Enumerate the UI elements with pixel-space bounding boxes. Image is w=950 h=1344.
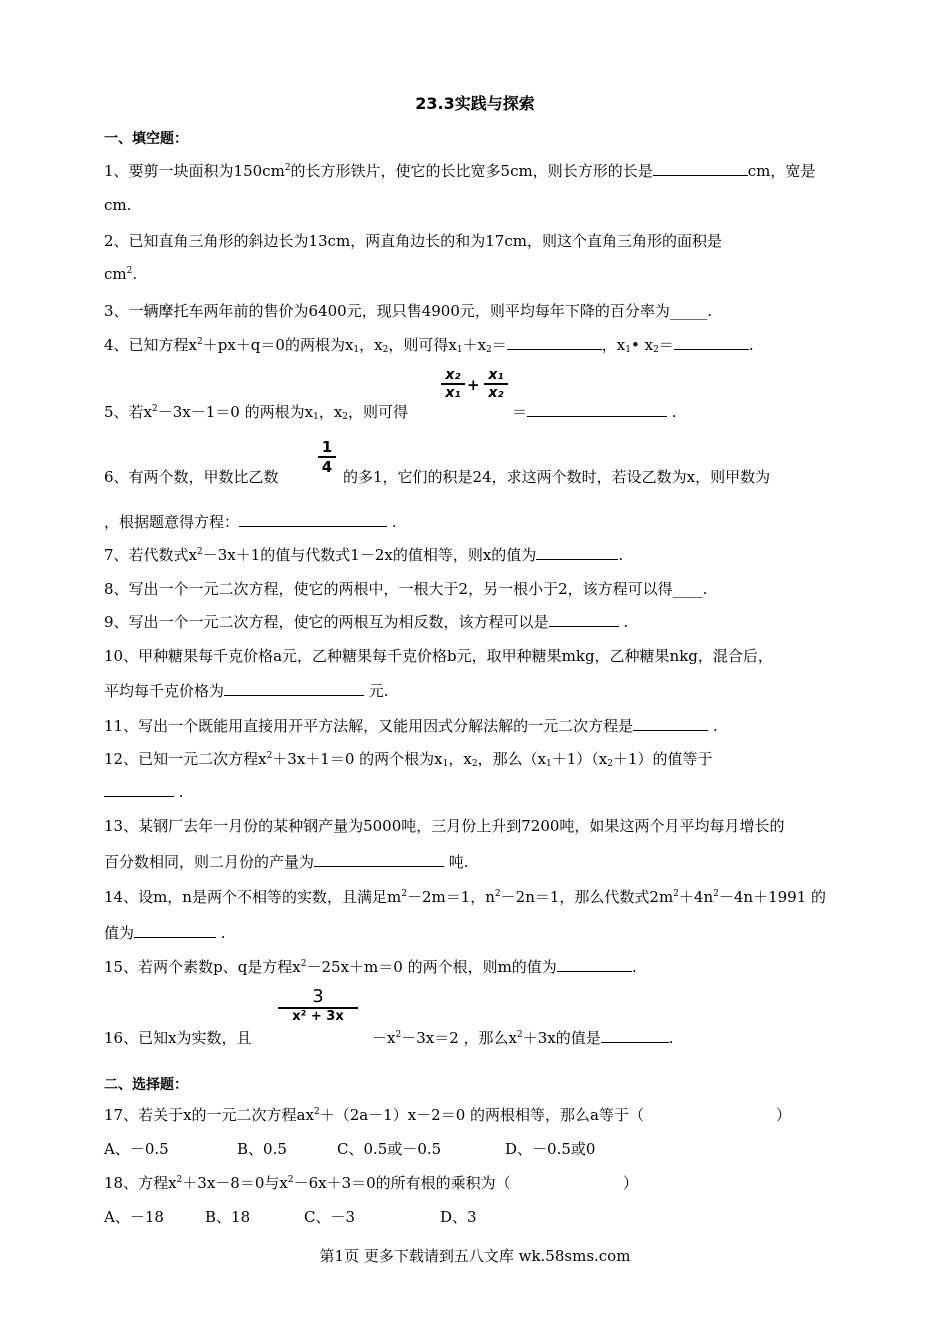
q17-option-a[interactable]: A、－0.5 <box>104 1140 169 1158</box>
section-choice-heading: 二、选择题： <box>104 1077 188 1093</box>
question-7: 7、若代数式$x^2-3x+1$的值与代数式1－2x的值相等，则x的值为 . <box>104 546 624 564</box>
fraction-x2-over-x1: $\frac{\text{x₂}}{\text{x₁}}$ <box>441 367 465 401</box>
question-3: 3、一辆摩托车两年前的售价为6400元，现只售4900元，则平均每年下降的百分率为_____. <box>104 302 713 320</box>
question-18-close-paren: ） <box>623 1174 639 1192</box>
question-1-continued: cm. <box>104 196 132 214</box>
answer-blank[interactable] <box>653 161 748 176</box>
question-4: 4、已知方程$x^2+px+q=0$的两根为$x_1$，$x_2$，则可得$x_1+x_2=$ ，$x_1•$ $x_2=$ . <box>104 336 754 355</box>
question-6: 6、有两个数，甲数比乙数 <box>104 468 279 486</box>
question-10: 10、甲种糖果每千克价格a元，乙种糖果每千克价格b元，取甲种糖果mkg，乙种糖果nkg，混合后， <box>104 647 773 665</box>
fraction-one-quarter: $\frac{1}{4}$ <box>318 438 336 476</box>
question-16: 16、已知x为实数，且 <box>104 1029 252 1047</box>
fraction-3-over-x2-plus-3x: 3 x² + 3x <box>278 986 358 1024</box>
question-6-part2: 的多1，它们的积是24，求这两个数时，若设乙数为x，则甲数为 <box>343 468 771 486</box>
question-13: 13、某钢厂去年一月份的某种钢产量为5000吨，三月份上升到7200吨，如果这两个月平均每月增长的 <box>104 817 785 835</box>
question-17: 17、若关于x的一元二次方程$ax^2+(2a-1)x-2=0$ 的两根相等，那么a等于（ <box>104 1106 644 1124</box>
page-footer: 第1页 更多下载请到五八文库 wk.58sms.com <box>319 1247 631 1265</box>
answer-blank[interactable] <box>104 782 174 797</box>
question-13-continued: 百分数相同，则二月份的产量为 吨. <box>104 853 469 871</box>
q17-option-c[interactable]: C、0.5或－0.5 <box>337 1140 442 1158</box>
question-17-close-paren: ） <box>776 1106 792 1124</box>
question-10-continued: 平均每千克价格为 元. <box>104 682 389 700</box>
plus-sign: + <box>467 376 480 394</box>
answer-blank[interactable] <box>557 957 632 972</box>
question-5-answer: ＝ . <box>512 403 677 421</box>
question-18: 18、方程$x^2+3x-8=0$与$x^2-6x+3=0$的所有根的乘积为（ <box>104 1174 511 1192</box>
question-8: 8、写出一个一元二次方程，使它的两根中，一根大于2，另一根小于2，该方程可以得____. <box>104 580 708 598</box>
q17-option-d[interactable]: D、－0.5或0 <box>505 1140 596 1158</box>
question-2-continued: $cm^2$. <box>104 265 138 283</box>
q18-option-a[interactable]: A、－18 <box>104 1208 164 1226</box>
answer-blank[interactable] <box>527 402 667 417</box>
answer-blank[interactable] <box>507 335 602 350</box>
question-2: 2、已知直角三角形的斜边长为13cm，两直角边长的和为17cm，则这个直角三角形的面积是 <box>104 232 722 250</box>
question-5: 5、若$x^2-3x-1=0$ 的两根为$x_1$，$x_2$，则可得 <box>104 403 409 422</box>
question-6-continued: ，根据题意得方程： . <box>104 513 397 531</box>
q18-option-c[interactable]: C、－3 <box>304 1208 356 1226</box>
question-12-continued: . <box>104 782 184 801</box>
question-1: 1、要剪一块面积为$150cm^2$的长方形铁片，使它的长比宽多5cm，则长方形的长是 cm，宽是 <box>104 162 816 180</box>
q18-option-d[interactable]: D、3 <box>440 1208 477 1226</box>
question-11: 11、写出一个既能用直接用开平方法解，又能用因式分解法解的一元二次方程是 . <box>104 717 718 735</box>
answer-blank[interactable] <box>314 852 444 867</box>
answer-blank[interactable] <box>674 335 749 350</box>
q17-option-b[interactable]: B、0.5 <box>237 1140 287 1158</box>
question-14-continued: 值为 . <box>104 924 226 942</box>
question-16-part2: $-x^2-3x=2$ ，那么$x^2+3x$的值是 . <box>372 1029 674 1047</box>
answer-blank[interactable] <box>549 612 619 627</box>
q18-option-b[interactable]: B、18 <box>205 1208 251 1226</box>
answer-blank[interactable] <box>134 923 216 938</box>
page-title: 23.3实践与探索 <box>415 94 535 113</box>
answer-blank[interactable] <box>633 716 708 731</box>
answer-blank[interactable] <box>224 681 364 696</box>
question-14: 14、设m，n是两个不相等的实数，且满足$m^2-2m=1$，$n^2-2n=1$，那么代数式$2m^2+4n^2-4n+1991$ 的 <box>104 888 827 906</box>
answer-blank[interactable] <box>601 1028 669 1043</box>
question-9: 9、写出一个一元二次方程，使它的两根互为相反数，该方程可以是 . <box>104 613 629 631</box>
fraction-x1-over-x2: $\frac{\text{x₁}}{\text{x₂}}$ <box>484 367 508 401</box>
question-15: 15、若两个素数p、q是方程$x^2-25x+m=0$ 的两个根，则m的值为 . <box>104 958 637 976</box>
answer-blank[interactable] <box>536 545 618 560</box>
answer-blank[interactable] <box>239 512 387 527</box>
section-fill-blank-heading: 一、填空题： <box>104 131 188 147</box>
question-12: 12、已知一元二次方程$x^2+3x+1=0$ 的两个根为$x_1$，$x_2$，那么$(x_1+1)(x_2+1)$的值等于 <box>104 750 713 769</box>
